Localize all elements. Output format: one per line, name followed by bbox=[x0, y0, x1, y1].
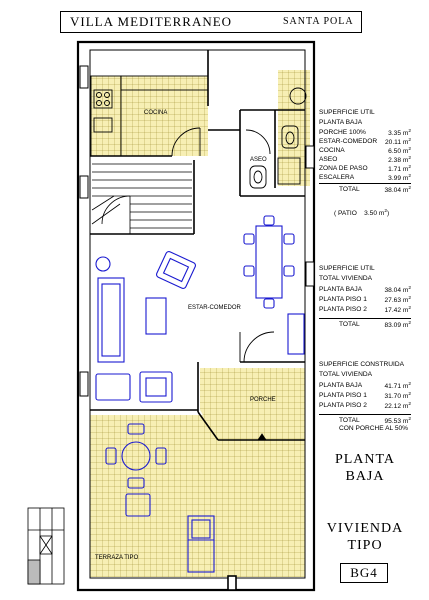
project-location: SANTA POLA bbox=[283, 16, 354, 27]
room-label-porch: PORCHE bbox=[250, 397, 276, 403]
util-row: ESCALERA 3.99 $m^2$ bbox=[319, 174, 411, 183]
built-total-row: TOTAL 95.53 $m^2$ bbox=[339, 417, 411, 426]
room-label-toilet: ASEO bbox=[250, 157, 267, 163]
built-rule bbox=[319, 414, 411, 415]
util-label: ZONA DE PASO bbox=[319, 165, 368, 172]
sideboard bbox=[288, 314, 304, 354]
util-total-row: PLANTA PISO 2 17.42 $m^2$ bbox=[319, 306, 411, 315]
util-total-label: PLANTA BAJA bbox=[319, 286, 363, 293]
built-value: 31.70 m bbox=[384, 393, 409, 401]
built-value: 41.71 m bbox=[384, 383, 409, 391]
room-label-terrace: TERRAZA TIPO bbox=[95, 555, 139, 561]
key-plan bbox=[28, 508, 64, 584]
util-total-row: PLANTA PISO 1 27.63 $m^2$ bbox=[319, 296, 411, 305]
util-total-heading: SUPERFICIE UTIL bbox=[319, 265, 375, 272]
util-floor: PLANTA BAJA bbox=[319, 119, 363, 126]
armchair bbox=[156, 251, 197, 290]
built-subheading: TOTAL VIVIENDA bbox=[319, 371, 373, 378]
toilet bbox=[250, 166, 266, 188]
dwelling-type-line2: TIPO bbox=[347, 538, 383, 553]
patio-note: ( PATIO 3.50 $m^2$) bbox=[334, 209, 390, 218]
built-row: PLANTA PISO 1 31.70 $m^2$ bbox=[319, 392, 411, 401]
dining-table bbox=[256, 226, 282, 298]
util-row: ESTAR-COMEDOR 20.11 $m^2$ bbox=[319, 138, 411, 147]
built-row: PLANTA PISO 2 22.12 $m^2$ bbox=[319, 402, 411, 411]
built-label: PLANTA BAJA bbox=[319, 382, 363, 389]
dwelling-code: BG4 bbox=[340, 563, 388, 583]
built-row: PLANTA BAJA 41.71 $m^2$ bbox=[319, 382, 411, 391]
util-value: 2.38 m bbox=[388, 157, 409, 165]
util-total-subheading: TOTAL VIVIENDA bbox=[319, 275, 373, 282]
util-value: 6.50 m bbox=[388, 148, 409, 156]
built-value: 22.12 m bbox=[384, 403, 409, 411]
built-label: PLANTA PISO 2 bbox=[319, 402, 367, 409]
util-row: ASEO 2.38 $m^2$ bbox=[319, 156, 411, 165]
built-heading: SUPERFICIE CONSTRUIDA bbox=[319, 361, 404, 368]
util-label: ESCALERA bbox=[319, 174, 355, 181]
lamp bbox=[96, 257, 110, 271]
util-total-rule bbox=[319, 318, 411, 319]
util-value: 1.71 m bbox=[388, 166, 409, 174]
coffee-table bbox=[146, 298, 166, 334]
room-label-living: ESTAR-COMEDOR bbox=[188, 305, 241, 311]
util-total-value: 27.63 m bbox=[384, 297, 409, 305]
dwelling-type-line1: VIVIENDA bbox=[326, 521, 404, 536]
built-porch-note: CON PORCHE AL 50% bbox=[339, 425, 409, 432]
util-grand-total-row: TOTAL 83.09 $m^2$ bbox=[339, 321, 411, 330]
util-value: 3.99 m bbox=[388, 175, 409, 183]
util-total-label: PLANTA PISO 1 bbox=[319, 296, 367, 303]
util-value: 3.35 m bbox=[388, 130, 409, 138]
floor-name-line2: BAJA bbox=[345, 469, 385, 484]
util-total-row: TOTAL 38.04 $m^2$ bbox=[339, 186, 411, 195]
util-total-value: 17.42 m bbox=[384, 307, 409, 315]
util-label: ESTAR-COMEDOR bbox=[319, 138, 378, 145]
util-total-value: 38.04 m bbox=[384, 287, 409, 295]
util-row: COCINA 6.50 $m^2$ bbox=[319, 147, 411, 156]
room-label-kitchen: COCINA bbox=[144, 110, 168, 116]
util-row: ZONA DE PASO 1.71 $m^2$ bbox=[319, 165, 411, 174]
util-row: PORCHE 100% 3.35 $m^2$ bbox=[319, 129, 411, 138]
staircase bbox=[92, 164, 192, 234]
util-label: ASEO bbox=[319, 156, 338, 163]
util-label: COCINA bbox=[319, 147, 345, 154]
util-total-row: PLANTA BAJA 38.04 $m^2$ bbox=[319, 286, 411, 295]
util-rule bbox=[319, 183, 411, 184]
util-heading: SUPERFICIE UTIL bbox=[319, 109, 375, 116]
project-title: VILLA MEDITERRANEO bbox=[70, 14, 233, 29]
kitchen-floor-tiles bbox=[90, 76, 208, 156]
util-value: 20.11 m bbox=[384, 139, 409, 147]
built-label: PLANTA PISO 1 bbox=[319, 392, 367, 399]
aseo-door-swing bbox=[246, 130, 270, 154]
util-total-label: TOTAL bbox=[339, 186, 360, 193]
util-total-label: PLANTA PISO 2 bbox=[319, 306, 367, 313]
floor-name-line1: PLANTA bbox=[334, 452, 396, 467]
util-label: PORCHE 100% bbox=[319, 129, 366, 136]
util-total-value: 38.04 m bbox=[384, 187, 409, 195]
